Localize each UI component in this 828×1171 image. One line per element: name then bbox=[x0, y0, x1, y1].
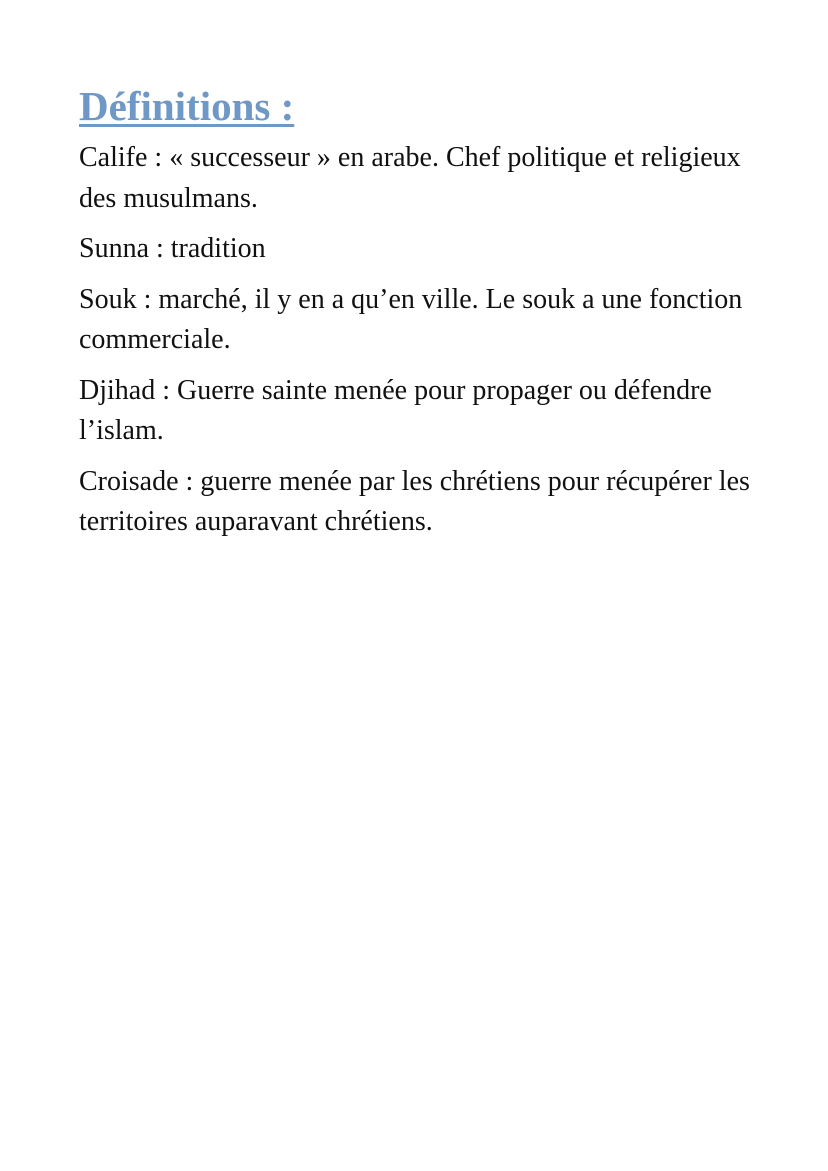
page-title: Définitions : bbox=[79, 83, 295, 129]
definition-sunna: Sunna : tradition bbox=[79, 233, 266, 264]
definition-souk: Souk : marché, il y en a qu’en ville. Le souk a une fonction commerciale. bbox=[79, 283, 743, 355]
definition-djihad: Djihad : Guerre sainte menée pour propager ou défendre l’islam. bbox=[79, 374, 712, 446]
definition-calife: Calife : « successeur » en arabe. Chef politique et religieux des musulmans. bbox=[79, 142, 741, 214]
definition-croisade: Croisade : guerre menée par les chrétiens pour récupérer les territoires auparavant chrétiens. bbox=[79, 465, 750, 537]
document-content bbox=[79, 82, 759, 553]
